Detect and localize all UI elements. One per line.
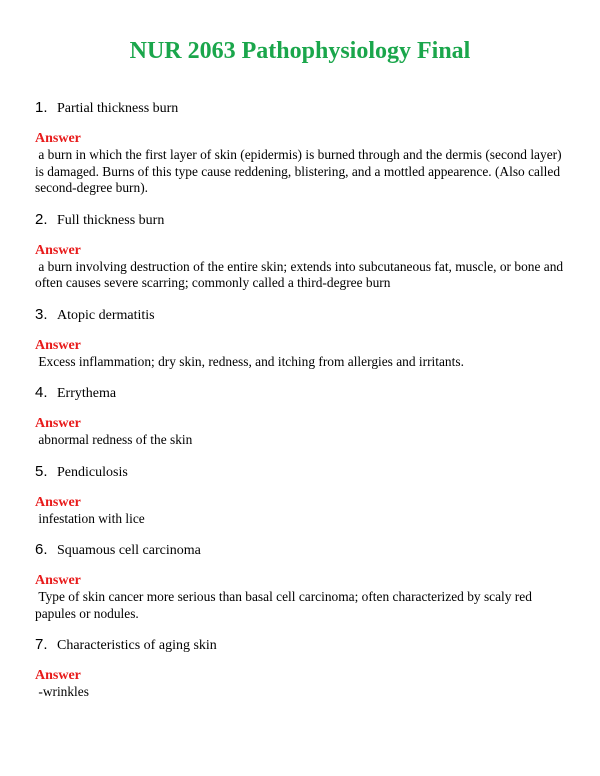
question-text: Errythema (57, 386, 117, 401)
answer-text: a burn involving destruction of the entire skin; extends into subcutaneous fat, muscle, or bone and often causes severe scarring; commonly called a third-degree burn (35, 258, 567, 290)
qa-item-6 (35, 541, 565, 622)
answer-label: Answer (35, 337, 81, 353)
question-number: 2. (35, 210, 48, 228)
answer-label: Answer (35, 494, 81, 510)
question-1 (35, 99, 565, 118)
question-number: 6. (35, 541, 48, 558)
qa-item-5 (35, 463, 565, 528)
answer-text: a burn in which the first layer of skin (epidermis) is burned through and the dermis (second layer) is damaged. Burns of this type cause reddening, blistering, and a mottled appearence. (Also called second-degree burn). (35, 147, 565, 195)
question-3 (35, 306, 565, 325)
question-2 (35, 211, 565, 230)
qa-list (35, 99, 565, 715)
answer-text: abnormal redness of the skin (35, 432, 193, 447)
question-5 (35, 463, 565, 482)
answer-text: infestation with lice (35, 510, 145, 526)
page-title: NUR 2063 Pathophysiology Final (129, 38, 471, 64)
qa-item-4 (35, 384, 565, 449)
question-text: Partial thickness burn (57, 101, 179, 116)
question-number: 4. (35, 384, 48, 401)
question-number: 7. (35, 636, 48, 653)
question-text: Squamous cell carcinoma (57, 543, 201, 558)
answer-text: Excess inflammation; dry skin, redness, and itching from allergies and irritants. (35, 353, 464, 369)
question-text: Pendiculosis (57, 464, 128, 480)
qa-item-2 (35, 211, 565, 292)
answer-label: Answer (35, 242, 81, 258)
answer-text: Type of skin cancer more serious than basal cell carcinoma; often characterized by scaly red papules or nodules. (35, 589, 536, 621)
question-text: Full thickness burn (57, 212, 165, 228)
question-number: 1. (35, 99, 48, 116)
answer-label: Answer (35, 668, 81, 683)
question-number: 3. (35, 305, 48, 323)
answer-text: -wrinkles (35, 684, 89, 699)
qa-item-7 (35, 636, 565, 701)
qa-item-1 (35, 99, 565, 197)
question-6 (35, 541, 565, 560)
question-text: Characteristics of aging skin (57, 638, 217, 653)
answer-label: Answer (35, 416, 81, 431)
question-7 (35, 636, 565, 655)
question-number: 5. (35, 462, 48, 480)
question-text: Atopic dermatitis (57, 307, 155, 323)
qa-item-3 (35, 306, 565, 371)
answer-label: Answer (35, 131, 81, 146)
answer-label: Answer (35, 573, 81, 588)
question-4 (35, 384, 565, 403)
